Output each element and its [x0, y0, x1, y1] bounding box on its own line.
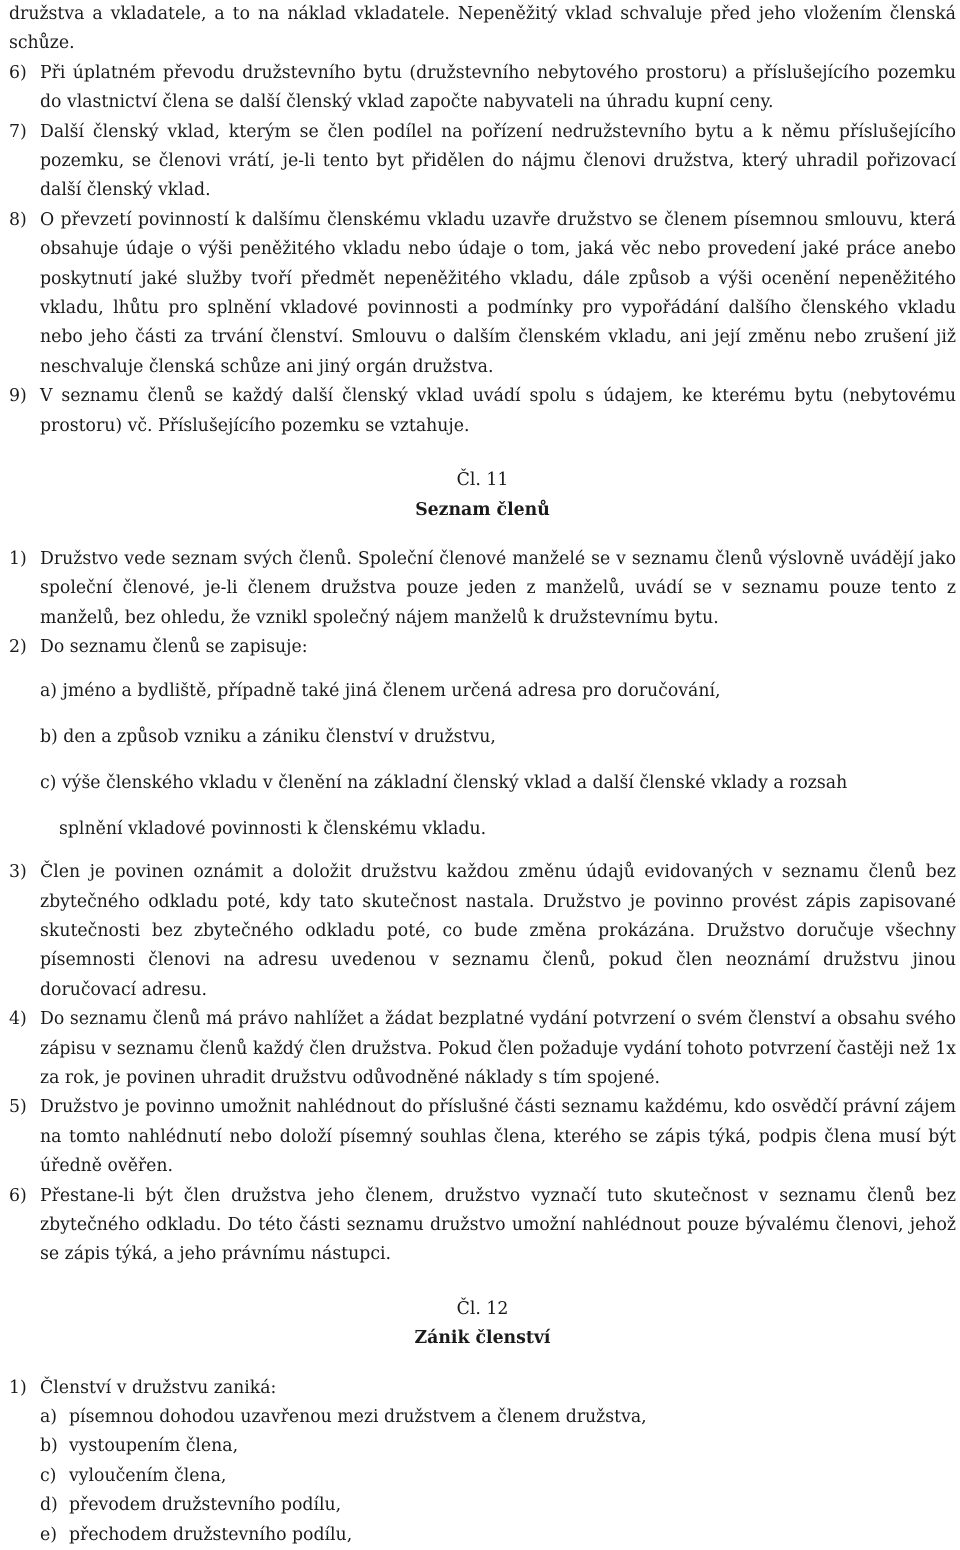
sub-list [9, 1403, 956, 1550]
list-item [9, 545, 956, 633]
list-item [9, 1182, 956, 1270]
sub-item-text: písemnou dohodou uzavřenou mezi družstvem a členem družstva, [69, 1407, 647, 1428]
sub-item-text: vystoupením člena, [69, 1436, 239, 1457]
sub-list-item [40, 1432, 956, 1461]
article-title: Seznam členů [415, 499, 550, 520]
item-number: 7) [9, 121, 27, 142]
item-text: Družstvo je povinno umožnit nahlédnout do příslušné části seznamu každému, kdo osvědčí právní zájem na tomto nahlédnutí nebo doloží písemný souhlas člena, kterého se zápis týká, podpis člena musí být úředně ověřen. [40, 1097, 956, 1177]
list-item [9, 206, 956, 382]
item-number: 9) [9, 386, 27, 407]
item-number: 8) [9, 209, 27, 230]
item-number: 5) [9, 1097, 27, 1118]
sub-item: c) výše členského vkladu v členění na základní členský vklad a další členské vklady a rozsah [40, 773, 848, 794]
sub-item-letter: e) [40, 1524, 57, 1545]
sub-item-letter: b) [40, 1436, 58, 1457]
sub-list-item [40, 1521, 956, 1550]
article-11-items-rest [9, 858, 956, 1270]
sub-item-text: přechodem družstevního podílu, [69, 1524, 353, 1545]
item-text: O převzetí povinností k dalšímu členskému vkladu uzavře družstvo se členem písemnou smlouvu, která obsahuje údaje o výši peněžitého vkladu nebo údaje o tom, jaká věc nebo provedení jaké práce anebo poskytnutí jaké služby tvoří předmět nepeněžitého vkladu, dále způsob a výši ocenění nepeněžitého vkladu, lhůtu pro splnění vkladové povinnosti a podmínky pro vypořádání dalšího členského vkladu nebo jeho části za trvání členství. Smlouvu o dalším členském vkladu, ani její změnu nebo zrušení již neschvaluje členská schůze ani jiný orgán družstva. [40, 209, 956, 377]
list-item [9, 1093, 956, 1181]
article-number: Čl. 12 [456, 1298, 509, 1319]
list-item [9, 1374, 956, 1403]
sub-list-item [40, 1462, 956, 1491]
item-number: 4) [9, 1009, 27, 1030]
list-item [9, 382, 956, 441]
item-number: 6) [9, 62, 27, 83]
list-item [9, 1005, 956, 1093]
sub-item-text: vyloučením člena, [69, 1465, 227, 1486]
item-text: Družstvo vede seznam svých členů. Společní členové manželé se v seznamu členů výslovně uvádějí jako společní členové, je-li členem družstva pouze jeden z manželů, uvádí se v seznamu pouze tento z manželů, bez ohledu, že vznikl společný nájem manželů k družstevnímu bytu. [40, 548, 956, 628]
sub-item: a) jméno a bydliště, případně také jiná členem určená adresa pro doručování, [40, 680, 721, 701]
sub-item-letter: a) [40, 1407, 58, 1428]
item-number: 1) [9, 548, 27, 569]
item-number: 6) [9, 1185, 27, 1206]
item-number: 3) [9, 862, 27, 883]
item-text: Do seznamu členů se zapisuje: [40, 637, 308, 658]
paragraph-continuation: družstva a vkladatele, a to na náklad vkladatele. Nepeněžitý vklad schvaluje před jeho vložením členská schůze. [9, 4, 956, 54]
list-item [9, 858, 956, 1005]
sub-item-continuation: splnění vkladové povinnosti k členskému vkladu. [59, 818, 487, 839]
item-text: V seznamu členů se každý další členský vklad uvádí spolu s údajem, ke kterému bytu (nebytovému prostoru) vč. Příslušejícího pozemku se vztahuje. [40, 386, 956, 436]
list-item [9, 633, 956, 662]
sub-item: b) den a způsob vzniku a zániku členství v družstvu, [40, 726, 496, 747]
sub-list-item [40, 1491, 956, 1520]
sub-item-text: převodem družstevního podílu, [69, 1495, 342, 1516]
list-item [9, 118, 956, 206]
sub-list-item [40, 1403, 956, 1432]
item-text: Další členský vklad, kterým se člen podílel na pořízení nedružstevního bytu a k němu příslušejícího pozemku, se členovi vrátí, je-li tento byt přidělen do nájmu členovi družstva, který uhradil pořizovací další členský vklad. [40, 121, 956, 201]
item-text: Členství v družstvu zaniká: [40, 1377, 277, 1398]
item-text: Do seznamu členů má právo nahlížet a žádat bezplatné vydání potvrzení o svém členství a obsahu svého zápisu v seznamu členů každý člen družstva. Pokud člen požaduje vydání tohoto potvrzení častěji než 1x za rok, je povinen uhradit družstvu odůvodněné náklady s tím spojené. [40, 1009, 956, 1088]
sub-item-letter: d) [40, 1495, 58, 1516]
sub-item-letter: c) [40, 1465, 57, 1486]
article-10-items [9, 59, 956, 441]
list-item [9, 59, 956, 118]
item-number: 1) [9, 1377, 27, 1398]
item-text: Přestane-li být člen družstva jeho členem, družstvo vyznačí tuto skutečnost v seznamu členů bez zbytečného odkladu. Do této části seznamu družstvo umožní nahlédnout pouze bývalému členovi, jehož se zápis týká, a jeho právnímu nástupci. [40, 1185, 956, 1265]
article-title: Zánik členství [414, 1328, 551, 1349]
article-number: Čl. 11 [456, 470, 509, 491]
item-number: 2) [9, 637, 27, 658]
item-text: Člen je povinen oznámit a doložit družstvu každou změnu údajů evidovaných v seznamu členů bez zbytečného odkladu poté, kdy tato skutečnost nastala. Družstvo je povinno provést zápis zapisované skutečnosti bez zbytečného odkladu poté, co bude změna prokázána. Družstvo doručuje všechny písemnosti členovi na adresu uvedenou v seznamu členů, pokud člen neoznámí družstvu jinou doručovací adresu. [40, 862, 956, 1000]
item-text: Při úplatném převodu družstevního bytu (družstevního nebytového prostoru) a příslušejícího pozemku do vlastnictví člena se další členský vklad započte nabyvateli na úhradu kupní ceny. [40, 62, 956, 113]
